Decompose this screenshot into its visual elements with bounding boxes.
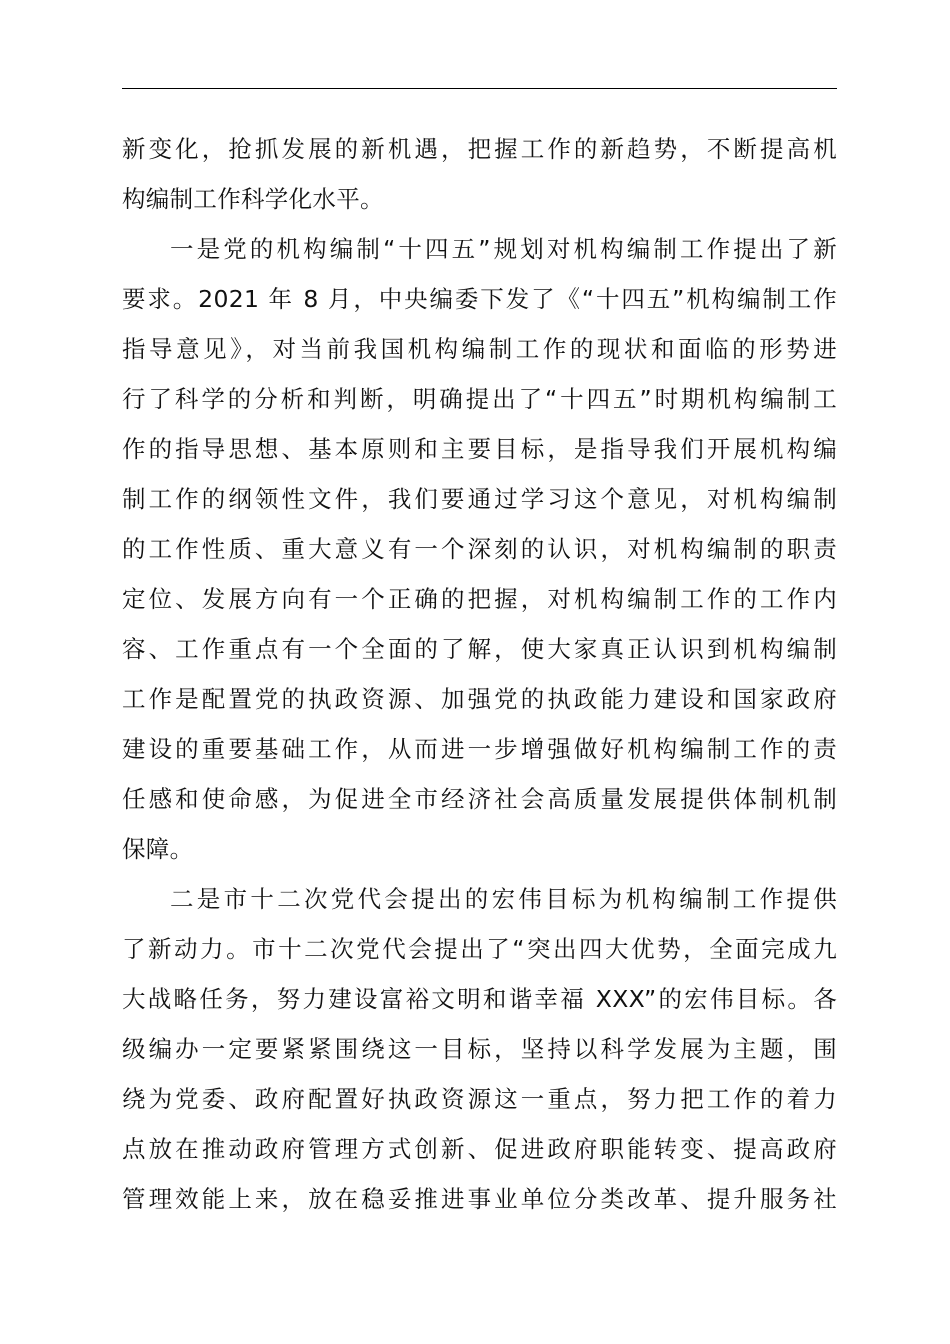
text-line: 绕为党委、政府配置好执政资源这一重点，努力把工作的着力 bbox=[122, 1085, 837, 1113]
text-line: 级编办一定要紧紧围绕这一目标，坚持以科学发展为主题，围 bbox=[122, 1035, 837, 1063]
text-line: 行了科学的分析和判断，明确提出了“十四五”时期机构编制工 bbox=[122, 385, 837, 413]
text-line: 的工作性质、重大意义有一个深刻的认识，对机构编制的职责 bbox=[122, 535, 837, 563]
text-line: 要求。2021 年 8 月，中央编委下发了《“十四五”机构编制工作 bbox=[122, 285, 837, 313]
text-line: 指导意见》，对当前我国机构编制工作的现状和面临的形势进 bbox=[122, 335, 837, 363]
paragraph-two bbox=[122, 874, 837, 1224]
text-line: 制工作的纲领性文件，我们要通过学习这个意见，对机构编制 bbox=[122, 485, 837, 513]
document-body bbox=[122, 124, 837, 1224]
text-line: 二是市十二次党代会提出的宏伟目标为机构编制工作提供 bbox=[170, 885, 837, 913]
text-line: 一是党的机构编制“十四五”规划对机构编制工作提出了新 bbox=[170, 235, 837, 263]
text-line: 管理效能上来，放在稳妥推进事业单位分类改革、提升服务社 bbox=[122, 1185, 837, 1213]
text-line: 构编制工作科学化水平。 bbox=[122, 185, 384, 213]
text-line: 定位、发展方向有一个正确的把握，对机构编制工作的工作内 bbox=[122, 585, 837, 613]
text-line: 工作是配置党的执政资源、加强党的执政能力建设和国家政府 bbox=[122, 685, 837, 713]
text-line: 容、工作重点有一个全面的了解，使大家真正认识到机构编制 bbox=[122, 635, 837, 663]
text-line: 作的指导思想、基本原则和主要目标，是指导我们开展机构编 bbox=[122, 435, 837, 463]
paragraph-one bbox=[122, 224, 837, 874]
text-line: 任感和使命感，为促进全市经济社会高质量发展提供体制机制 bbox=[122, 785, 837, 813]
text-line: 新变化，抢抓发展的新机遇，把握工作的新趋势，不断提高机 bbox=[122, 135, 837, 163]
text-line: 建设的重要基础工作，从而进一步增强做好机构编制工作的责 bbox=[122, 735, 837, 763]
text-line: 点放在推动政府管理方式创新、促进政府职能转变、提高政府 bbox=[122, 1135, 837, 1163]
text-line: 大战略任务，努力建设富裕文明和谐幸福 XXX”的宏伟目标。各 bbox=[122, 985, 837, 1013]
text-line: 保障。 bbox=[122, 835, 194, 863]
header-rule bbox=[122, 88, 837, 89]
paragraph-continuation bbox=[122, 124, 837, 224]
text-line: 了新动力。市十二次党代会提出了“突出四大优势，全面完成九 bbox=[122, 935, 837, 963]
